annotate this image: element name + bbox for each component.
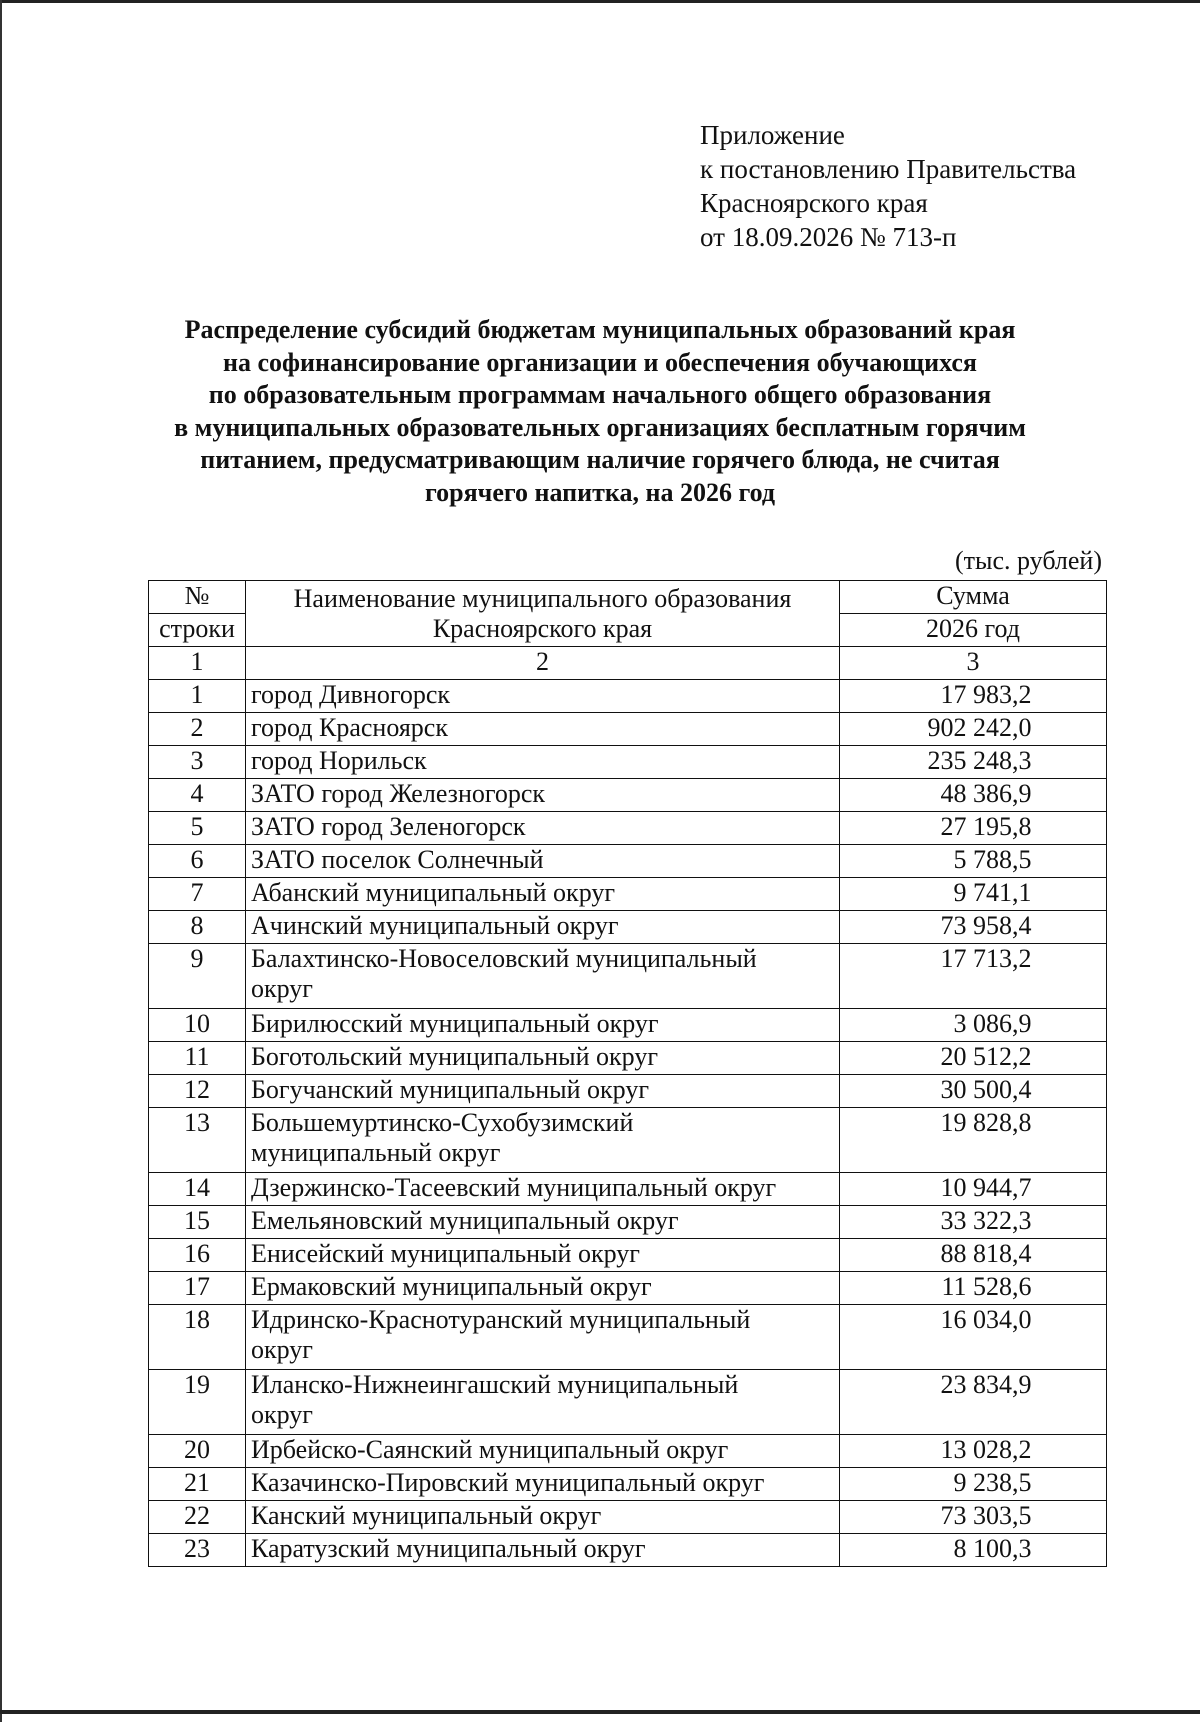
sum-value: 8 100,3 — [953, 1534, 1032, 1563]
title-line: горячего напитка, на 2026 год — [424, 477, 776, 507]
row-number-cell: 7 — [149, 878, 246, 911]
sum-cell — [840, 1206, 1107, 1239]
sum-value: 19 828,8 — [940, 1108, 1032, 1137]
municipality-name-line: Ермаковский муниципальный округ — [251, 1272, 652, 1301]
header-year-cell — [840, 614, 1107, 647]
sum-value: 902 242,0 — [927, 713, 1032, 742]
municipality-name-line: Енисейский муниципальный округ — [251, 1239, 640, 1268]
sum-value: 11 528,6 — [941, 1272, 1032, 1301]
table-row — [149, 1468, 1107, 1501]
municipality-name-cell — [246, 1272, 840, 1305]
row-number-cell: 11 — [149, 1042, 246, 1075]
municipality-name-cell — [246, 1108, 840, 1173]
table-row — [149, 1042, 1107, 1075]
header-number-label: строки — [159, 614, 235, 643]
sum-value: 9 238,5 — [953, 1468, 1032, 1497]
index-cell: 3 — [840, 647, 1107, 680]
sum-cell — [840, 1009, 1107, 1042]
table-row — [149, 1435, 1107, 1468]
municipality-name-line: город Дивногорск — [251, 680, 451, 709]
municipality-name-cell — [246, 1075, 840, 1108]
municipality-name-cell — [246, 1435, 840, 1468]
municipality-name-line: муниципальный округ — [251, 1138, 501, 1167]
table-row — [149, 1370, 1107, 1435]
sum-cell — [840, 812, 1107, 845]
municipality-name-line: ЗАТО город Железногорск — [251, 779, 546, 808]
header-name-line: Красноярского края — [432, 613, 653, 643]
row-number-cell: 16 — [149, 1239, 246, 1272]
municipality-name-cell — [246, 1501, 840, 1534]
row-number-cell: 22 — [149, 1501, 246, 1534]
row-number-cell: 9 — [149, 944, 246, 1009]
municipality-name-line: Емельяновский муниципальный округ — [251, 1206, 679, 1235]
sum-cell — [840, 1272, 1107, 1305]
table-row — [149, 944, 1107, 1009]
header-number-cell — [149, 614, 246, 647]
municipality-name-line: Ачинский муниципальный округ — [251, 911, 619, 940]
municipality-name-line: Иланско-Нижнеингашский муниципальный — [251, 1370, 739, 1399]
sum-cell — [840, 1534, 1107, 1567]
sum-cell — [840, 878, 1107, 911]
table-row — [149, 1075, 1107, 1108]
municipality-name-line: Казачинско-Пировский муниципальный округ — [251, 1468, 765, 1497]
row-number-cell: 6 — [149, 845, 246, 878]
document-title — [100, 314, 1100, 509]
sum-cell — [840, 1239, 1107, 1272]
header-name-cell — [246, 581, 840, 647]
municipality-name-line: Каратузский муниципальный округ — [251, 1534, 646, 1563]
appendix-line: Красноярского края — [700, 188, 928, 218]
municipality-name-cell — [246, 1534, 840, 1567]
table-row — [149, 1239, 1107, 1272]
municipality-name-cell — [246, 1173, 840, 1206]
row-number-cell: 2 — [149, 713, 246, 746]
sum-value: 48 386,9 — [940, 779, 1032, 808]
header-sum-label: Сумма — [936, 581, 1010, 610]
sum-cell — [840, 1468, 1107, 1501]
municipality-name-line: Богучанский муниципальный округ — [251, 1075, 649, 1104]
sum-value: 27 195,8 — [940, 812, 1032, 841]
municipality-name-line: Идринско-Краснотуранский муниципальный — [251, 1305, 751, 1334]
sum-cell — [840, 944, 1107, 1009]
table-row — [149, 1272, 1107, 1305]
sum-value: 73 303,5 — [940, 1501, 1032, 1530]
unit-label: (тыс. рублей) — [954, 546, 1102, 575]
title-line: питанием, предусматривающим наличие горячего блюда, не считая — [200, 445, 1000, 474]
municipality-name-line: город Норильск — [251, 746, 427, 775]
appendix-line: к постановлению Правительства — [700, 154, 1077, 184]
table-row — [149, 1534, 1107, 1567]
table-row — [149, 1501, 1107, 1534]
row-number-cell: 21 — [149, 1468, 246, 1501]
municipality-name-line: город Красноярск — [251, 713, 448, 742]
municipality-name-cell — [246, 1370, 840, 1435]
table-row — [149, 878, 1107, 911]
sum-cell — [840, 1435, 1107, 1468]
sum-value: 3 086,9 — [953, 1009, 1032, 1038]
row-number-cell: 10 — [149, 1009, 246, 1042]
table-row — [149, 1173, 1107, 1206]
row-number-cell: 14 — [149, 1173, 246, 1206]
municipality-name-line: Балахтинско-Новоселовский муниципальный — [251, 944, 757, 973]
table-row — [149, 1305, 1107, 1370]
sum-value: 5 788,5 — [953, 845, 1032, 874]
header-name-line: Наименование муниципального образования — [293, 583, 792, 613]
header-number-cell — [149, 581, 246, 614]
row-number-cell: 17 — [149, 1272, 246, 1305]
sum-cell — [840, 713, 1107, 746]
sum-value: 10 944,7 — [940, 1173, 1032, 1202]
municipality-name-line: Боготольский муниципальный округ — [251, 1042, 658, 1071]
sum-cell — [840, 1108, 1107, 1173]
sum-cell — [840, 1173, 1107, 1206]
sum-value: 23 834,9 — [940, 1370, 1032, 1399]
row-number-cell: 20 — [149, 1435, 246, 1468]
row-number-cell: 23 — [149, 1534, 246, 1567]
municipality-name-cell — [246, 1468, 840, 1501]
municipality-name-line: ЗАТО город Зеленогорск — [251, 812, 526, 841]
sum-cell — [840, 680, 1107, 713]
municipality-name-cell — [246, 1009, 840, 1042]
sum-value: 73 958,4 — [940, 911, 1032, 940]
sum-value: 30 500,4 — [940, 1075, 1032, 1104]
municipality-name-cell — [246, 746, 840, 779]
table-row — [149, 845, 1107, 878]
header-sum-cell — [840, 581, 1107, 614]
scan-edge-top — [0, 0, 1200, 3]
municipality-name-cell — [246, 878, 840, 911]
sum-value: 88 818,4 — [940, 1239, 1032, 1268]
municipality-name-cell — [246, 1206, 840, 1239]
municipality-name-cell — [246, 713, 840, 746]
municipality-name-line: Дзержинско-Тасеевский муниципальный округ — [251, 1173, 777, 1202]
index-cell: 1 — [149, 647, 246, 680]
municipality-name-line: округ — [251, 974, 313, 1003]
municipality-name-cell — [246, 779, 840, 812]
sum-value: 33 322,3 — [940, 1206, 1032, 1235]
row-number-cell: 18 — [149, 1305, 246, 1370]
title-line: по образовательным программам начального общего образования — [208, 380, 992, 409]
municipality-name-cell — [246, 944, 840, 1009]
table-row — [149, 779, 1107, 812]
sum-value: 9 741,1 — [953, 878, 1032, 907]
municipality-name-line: Бирилюсский муниципальный округ — [251, 1009, 659, 1038]
sum-cell — [840, 845, 1107, 878]
table-row — [149, 812, 1107, 845]
table-row — [149, 746, 1107, 779]
municipality-name-line: округ — [251, 1400, 313, 1429]
municipality-name-cell — [246, 680, 840, 713]
appendix-line: Приложение — [700, 120, 845, 150]
sum-value: 20 512,2 — [940, 1042, 1032, 1071]
row-number-cell: 8 — [149, 911, 246, 944]
table-row — [149, 680, 1107, 713]
municipality-name-line: Большемуртинско-Сухобузимский — [251, 1108, 634, 1137]
municipality-name-line: Абанский муниципальный округ — [251, 878, 616, 907]
table-row — [149, 713, 1107, 746]
sum-value: 17 983,2 — [940, 680, 1032, 709]
sum-cell — [840, 1305, 1107, 1370]
sum-cell — [840, 746, 1107, 779]
table-row — [149, 1206, 1107, 1239]
sum-cell — [840, 779, 1107, 812]
subsidy-table — [148, 580, 1107, 1567]
appendix-line: от 18.09.2026 № 713-п — [700, 222, 957, 252]
row-number-cell: 15 — [149, 1206, 246, 1239]
sum-cell — [840, 1042, 1107, 1075]
municipality-name-line: округ — [251, 1335, 313, 1364]
table-index-row — [149, 647, 1107, 680]
header-year-label: 2026 год — [926, 614, 1020, 643]
municipality-name-cell — [246, 911, 840, 944]
municipality-name-cell — [246, 1239, 840, 1272]
table-row — [149, 1009, 1107, 1042]
sum-value: 17 713,2 — [940, 944, 1032, 973]
table-header-row — [149, 581, 1107, 614]
row-number-cell: 13 — [149, 1108, 246, 1173]
row-number-cell: 4 — [149, 779, 246, 812]
row-number-cell: 1 — [149, 680, 246, 713]
title-line: на софинансирование организации и обеспечения обучающихся — [223, 347, 977, 377]
index-cell: 2 — [246, 647, 840, 680]
row-number-cell: 3 — [149, 746, 246, 779]
sum-cell — [840, 1075, 1107, 1108]
sum-cell — [840, 911, 1107, 944]
municipality-name-cell — [246, 812, 840, 845]
table-row — [149, 911, 1107, 944]
sum-cell — [840, 1370, 1107, 1435]
sum-cell — [840, 1501, 1107, 1534]
municipality-name-cell — [246, 1305, 840, 1370]
scan-edge-bottom — [0, 1710, 1200, 1714]
appendix-block — [700, 118, 1076, 254]
scan-edge-left — [0, 0, 2, 1722]
municipality-name-line: Канский муниципальный округ — [251, 1501, 602, 1530]
row-number-cell: 12 — [149, 1075, 246, 1108]
title-line: в муниципальных образовательных организациях бесплатным горячим — [174, 412, 1026, 442]
header-number-label: № — [184, 581, 210, 610]
sum-value: 235 248,3 — [927, 746, 1032, 775]
sum-value: 13 028,2 — [940, 1435, 1032, 1464]
municipality-name-cell — [246, 1042, 840, 1075]
municipality-name-line: ЗАТО поселок Солнечный — [251, 845, 544, 874]
table-row — [149, 1108, 1107, 1173]
sum-value: 16 034,0 — [940, 1305, 1032, 1334]
row-number-cell: 5 — [149, 812, 246, 845]
municipality-name-cell — [246, 845, 840, 878]
title-line: Распределение субсидий бюджетам муниципальных образований края — [184, 315, 1016, 344]
row-number-cell: 19 — [149, 1370, 246, 1435]
municipality-name-line: Ирбейско-Саянский муниципальный округ — [251, 1435, 729, 1464]
